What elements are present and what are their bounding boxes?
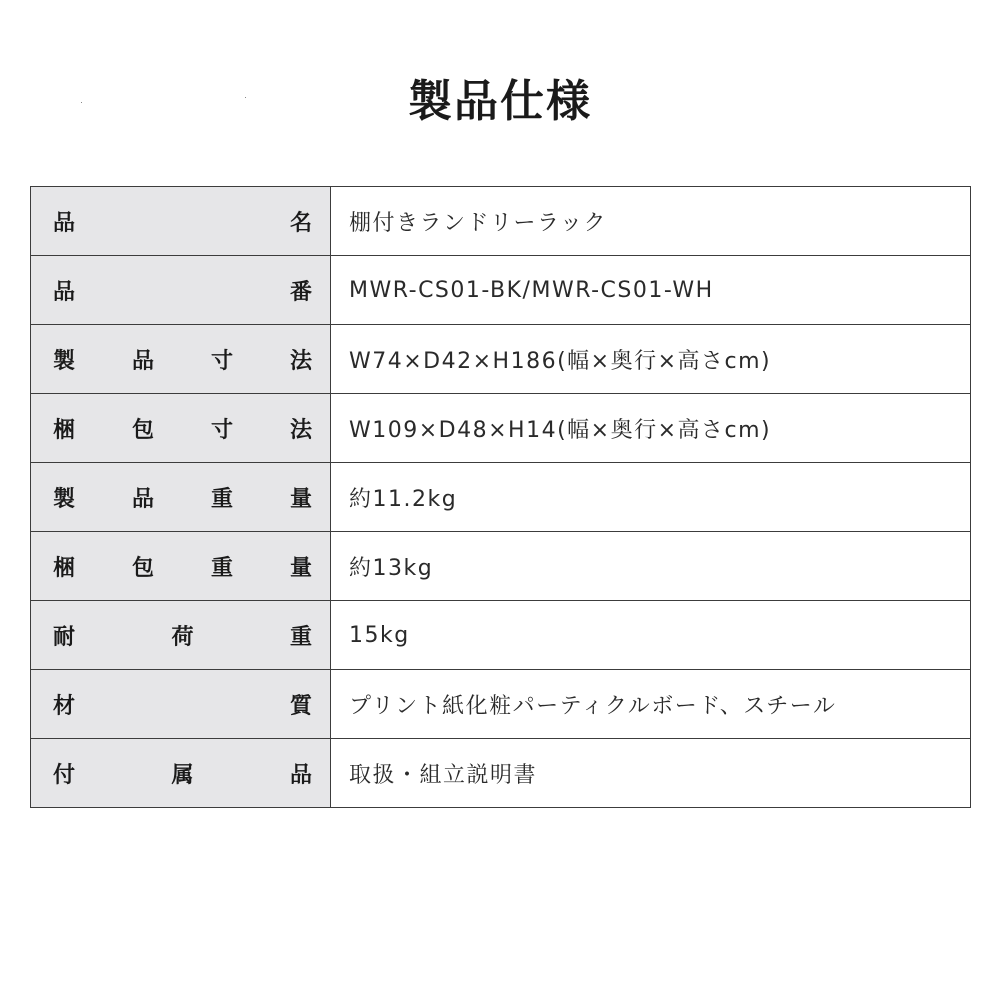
spec-label-cell — [31, 325, 331, 394]
table-row — [31, 739, 971, 808]
spec-label-char: 梱 — [53, 555, 76, 581]
spec-label-char: 品 — [289, 762, 312, 788]
spec-label — [31, 689, 330, 720]
spec-label-cell — [31, 739, 331, 808]
spec-label-cell — [31, 601, 331, 670]
spec-label-cell — [31, 670, 331, 739]
spec-label — [31, 413, 330, 444]
spec-label-char: 荷 — [171, 624, 194, 650]
spec-label-char: 量 — [289, 555, 312, 581]
spec-table-body — [31, 187, 971, 808]
spec-table — [30, 186, 971, 808]
spec-label-cell — [31, 532, 331, 601]
spec-label-char: 重 — [210, 555, 233, 581]
spec-label-char: 番 — [289, 279, 312, 305]
spec-label-char: 付 — [53, 762, 76, 788]
table-row — [31, 532, 971, 601]
spec-label-char: 品 — [53, 210, 76, 236]
spec-value: 取扱・組立説明書 — [331, 739, 971, 808]
spec-value: 約11.2kg — [331, 463, 971, 532]
spec-label-cell — [31, 463, 331, 532]
spec-label-char: 製 — [53, 348, 76, 374]
spec-label — [31, 551, 330, 582]
table-row — [31, 256, 971, 325]
spec-label — [31, 620, 330, 651]
spec-label-char: 寸 — [210, 348, 233, 374]
spec-label-char: 重 — [289, 624, 312, 650]
spec-label-char: 法 — [289, 348, 312, 374]
spec-label-char: 製 — [53, 486, 76, 512]
spec-value: プリント紙化粧パーティクルボード、スチール — [331, 670, 971, 739]
spec-value: 15kg — [331, 601, 971, 670]
spec-label-char: 品 — [131, 348, 154, 374]
spec-label-cell — [31, 394, 331, 463]
table-row — [31, 463, 971, 532]
spec-label-char: 包 — [131, 555, 154, 581]
spec-label-char: 梱 — [53, 417, 76, 443]
page-title: 製品仕様 — [408, 76, 592, 127]
spec-label — [31, 344, 330, 375]
spec-label-char: 重 — [210, 486, 233, 512]
spec-label — [31, 275, 330, 306]
spec-label — [31, 758, 330, 789]
spec-label-char: 質 — [289, 693, 312, 719]
table-row — [31, 394, 971, 463]
spec-label-char: 名 — [289, 210, 312, 236]
spec-label-char: 属 — [171, 762, 194, 788]
table-row — [31, 187, 971, 256]
spec-label-cell — [31, 187, 331, 256]
spec-label-char: 品 — [131, 486, 154, 512]
spec-label-char: 包 — [131, 417, 154, 443]
table-row — [31, 601, 971, 670]
spec-value: 約13kg — [331, 532, 971, 601]
spec-label — [31, 206, 330, 237]
spec-label-char: 寸 — [210, 417, 233, 443]
spec-label-char: 法 — [289, 417, 312, 443]
spec-label — [31, 482, 330, 513]
spec-value: W74×D42×H186(幅×奥行×高さcm) — [331, 325, 971, 394]
spec-label-cell — [31, 256, 331, 325]
table-row — [31, 325, 971, 394]
spec-label-char: 材 — [53, 693, 76, 719]
table-row — [31, 670, 971, 739]
spec-label-char: 耐 — [53, 624, 76, 650]
spec-label-char: 量 — [289, 486, 312, 512]
spec-value: 棚付きランドリーラック — [331, 187, 971, 256]
spec-label-char: 品 — [53, 279, 76, 305]
spec-value: MWR-CS01-BK/MWR-CS01-WH — [331, 256, 971, 325]
spec-value: W109×D48×H14(幅×奥行×高さcm) — [331, 394, 971, 463]
